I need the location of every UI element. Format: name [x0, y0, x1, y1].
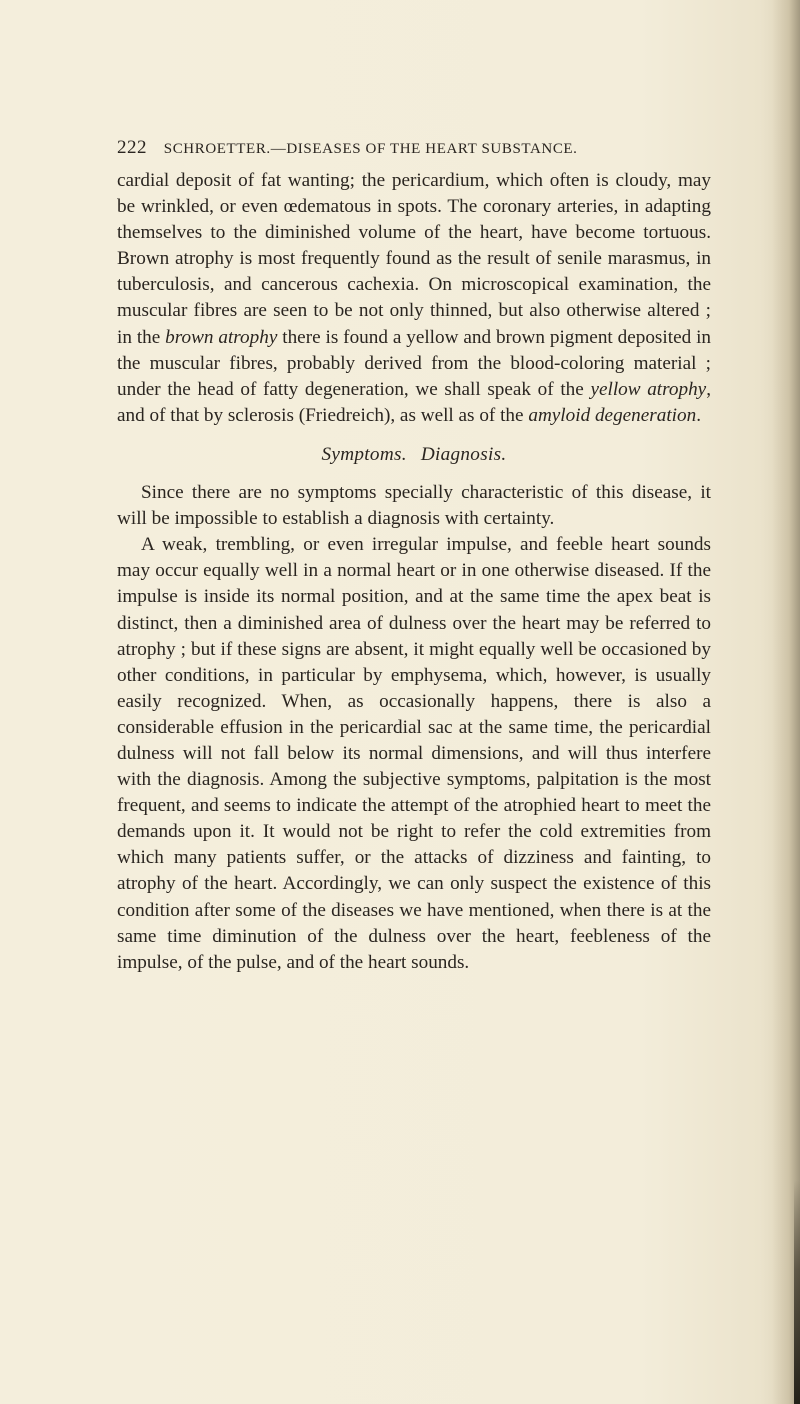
heading-symptoms: Symptoms. — [321, 443, 407, 465]
term-amyloid-degeneration: amyloid degeneration — [528, 404, 697, 426]
paragraph: A weak, trembling, or even irregular impulse, and feeble heart sounds may occur equally well in a normal heart or in one otherwise diseased. If the impulse is inside its normal position, and at the same time the apex beat is distinct, then a diminished area of dulness over the heart may be referred to atrophy ; but if these signs are absent, it might equally well be occasioned by other conditions, in particular by emphysema, which, however, is usually easily recognized. When, as occasionally happens, there is also a considerable effusion in the pericardial sac at the same time, the pericardial dulness will not fall below its normal dimensions, and will thus interfere with the diagnosis. Among the subjective symptoms, palpitation is the most frequent, and seems to indicate the attempt of the atrophied heart to meet the demands upon it. It would not be right to refer the cold extremities from which many patients suffer, or the attacks of dizziness and fainting, to atrophy of the heart. Accordingly, we can only suspect the existence of this condition after some of the diseases we have mentioned, when there is at the same time diminution of the dulness over the heart, feebleness of the impulse, of the pulse, and of the heart sounds. — [117, 534, 711, 973]
paragraph: Since there are no symptoms specially characteristic of this disease, it will be impossible to establish a diagnosis with certainty. — [117, 482, 711, 530]
section-heading — [117, 442, 711, 468]
term-brown-atrophy: brown atrophy — [165, 326, 278, 348]
term-yellow-atrophy: yellow atrophy — [590, 378, 707, 400]
binding-edge — [794, 1180, 800, 1404]
page-number: 222 — [117, 137, 147, 158]
running-header — [117, 137, 717, 159]
paragraph-continued: cardial deposit of fat wanting; the pericardium, which often is cloudy, may be wrinkled, or even œdematous in spots. The coronary arteries, in adapting themselves to the diminished volume of the heart, have become tortuous. Brown atrophy is most frequently found as the result of senile marasmus, in tuberculosis, and cancerous cachexia. On microscopical examination, the muscular fibres are seen to be not only thinned, but also otherwise altered ; in the brown atrophy there is found a yellow and brown pigment deposited in the muscular fibres, probably derived from the blood-coloring material ; under the head of fatty degeneration, we shall speak of the yellow atrophy, and of that by sclerosis (Friedreich), as well as of the amyloid degeneration. — [117, 170, 711, 426]
heading-diagnosis: Diagnosis. — [420, 443, 507, 465]
body-text — [117, 168, 711, 976]
running-title: SCHROETTER.—DISEASES OF THE HEART SUBSTANCE. — [163, 141, 578, 157]
